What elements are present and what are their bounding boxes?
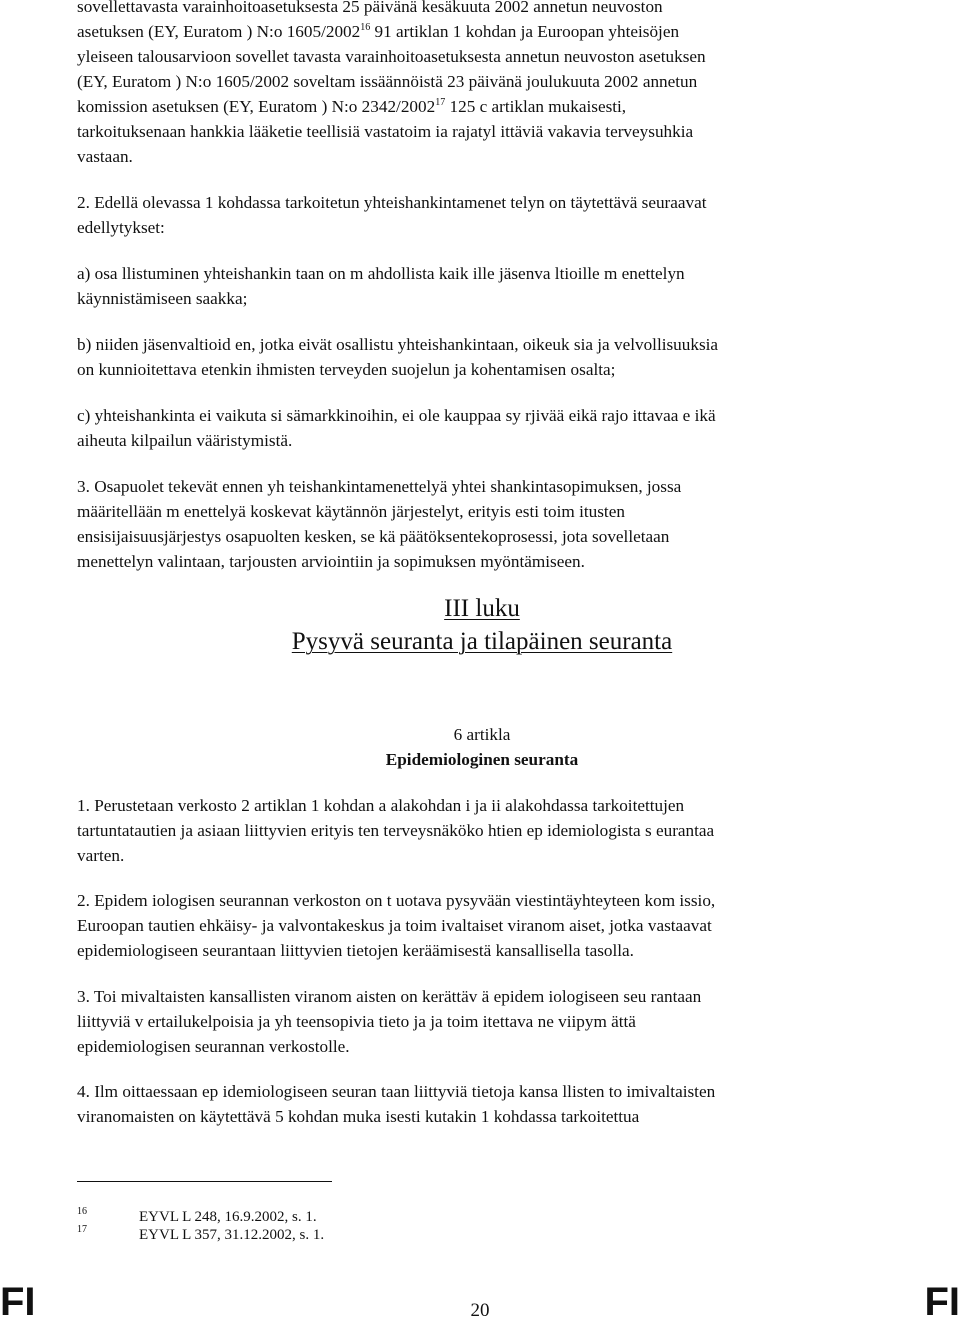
text-span: 91 artiklan 1 kohdan ja Euroopan yhteisöjen <box>370 22 680 41</box>
footnote-text: EYVL L 357, 31.12.2002, s. 1. <box>139 1227 325 1243</box>
text-line: c) yhteishankinta ei vaikuta si sämarkkinoihin, ei ole kauppaa sy rjivää eikä rajo ittavaa e ikä <box>77 406 716 425</box>
text-line: aiheuta kilpailun vääristymistä. <box>77 431 293 450</box>
footer-language-right: FI <box>924 1280 960 1324</box>
text-line: tarkoituksenaan hankkia lääketie teellisiä vastatoim ia rajatyl ittäviä vakavia terveysuhkia <box>77 122 694 141</box>
text-line: a) osa llistuminen yhteishankin taan on m ahdollista kaik ille jäsenva ltioille m enettelyn <box>77 264 685 283</box>
text-line: viranomaisten on käytettävä 5 kohdan muka isesti kutakin 1 kohdassa tarkoitettua <box>77 1107 640 1126</box>
footnote-ref-16: 16 <box>360 22 371 33</box>
footnote-number: 16 <box>77 1206 87 1217</box>
text-line <box>77 22 679 42</box>
text-line: 3. Toi mivaltaisten kansallisten viranom aisten on kerättäv ä epidem iologiseen seu rantaan <box>77 987 702 1006</box>
text-line: epidemiologisen seurannan verkostolle. <box>77 1037 350 1056</box>
text-line: sovellettavasta varainhoitoasetuksesta 25 päivänä kesäkuuta 2002 annetun neuvoston <box>77 0 663 16</box>
footnote-ref-17: 17 <box>435 97 446 108</box>
footnote-separator <box>77 1181 332 1182</box>
text-line: edellytykset: <box>77 218 165 237</box>
text-line <box>77 97 626 117</box>
article-heading: 6 artikla <box>453 725 511 744</box>
text-line: 4. Ilm oittaessaan ep idemiologiseen seuran taan liittyviä tietoja kansa llisten to imivaltaisten <box>77 1082 716 1101</box>
text-line: liittyviä v ertailukelpoisia ja yh teensopivia tieto ja ja toim itettava ne viipym ättä <box>77 1012 636 1031</box>
text-line: 2. Edellä olevassa 1 kohdassa tarkoitetun yhteishankintamenet telyn on täytettävä seuraavat <box>77 193 707 212</box>
text-line: menettelyn valintaan, tarjousten arviointiin ja sopimuksen myöntämiseen. <box>77 552 585 571</box>
text-line: 1. Perustetaan verkosto 2 artiklan 1 kohdan a alakohdan i ja ii alakohdassa tarkoitettujen <box>77 796 685 815</box>
footnote-text: EYVL L 248, 16.9.2002, s. 1. <box>139 1209 317 1225</box>
text-line: ensisijaisuusjärjestys osapuolten kesken, se kä päätöksentekoprosessi, jota sovelletaan <box>77 527 670 546</box>
text-line: Euroopan tautien ehkäisy- ja valvontakeskus ja toim ivaltaiset viranom aiset, jotka vastaavat <box>77 916 712 935</box>
footnote-number: 17 <box>77 1224 87 1235</box>
chapter-heading: III luku <box>444 595 520 622</box>
text-line: (EY, Euratom ) N:o 1605/2002 soveltam issäännöistä 23 päivänä joulukuuta 2002 annetun <box>77 72 698 91</box>
text-line: tartuntatautien ja asiaan liittyvien erityis ten terveysnäköko htien ep idemiologista s eurantaa <box>77 821 715 840</box>
chapter-title: Pysyvä seuranta ja tilapäinen seuranta <box>291 628 673 655</box>
text-line: 3. Osapuolet tekevät ennen yh teishankintamenettelyä yhtei shankintasopimuksen, jossa <box>77 477 682 496</box>
text-span: asetuksen (EY, Euratom ) N:o 1605/2002 <box>77 22 361 41</box>
text-line: varten. <box>77 846 125 865</box>
text-line: määritellään m enettelyä koskevat käytännön järjestelyt, erityis esti toim itusten <box>77 502 625 521</box>
text-line: epidemiologiseen seurantaan liittyvien tietojen keräämisestä kansallisella tasolla. <box>77 941 634 960</box>
text-line: 2. Epidem iologisen seurannan verkoston on t uotava pysyvään viestintäyhteyteen kom issio, <box>77 891 716 910</box>
page-number: 20 <box>470 1300 490 1321</box>
text-span: komission asetuksen (EY, Euratom ) N:o 2342/2002 <box>77 97 436 116</box>
text-line: vastaan. <box>77 147 133 166</box>
text-line: on kunnioitettava etenkin ihmisten terveyden suojelun ja kohentamisen osalta; <box>77 360 616 379</box>
text-span: 125 c artiklan mukaisesti, <box>445 97 627 116</box>
article-title: Epidemiologinen seuranta <box>385 750 579 769</box>
text-line: b) niiden jäsenvaltioid en, jotka eivät osallistu yhteishankintaan, oikeuk sia ja velvollisuuksia <box>77 335 719 354</box>
text-line: käynnistämiseen saakka; <box>77 289 248 308</box>
footer-language-left: FI <box>0 1280 36 1324</box>
text-line: yleiseen talousarvioon sovellet tavasta varainhoitoasetuksesta annetun neuvoston asetuksen <box>77 47 706 66</box>
